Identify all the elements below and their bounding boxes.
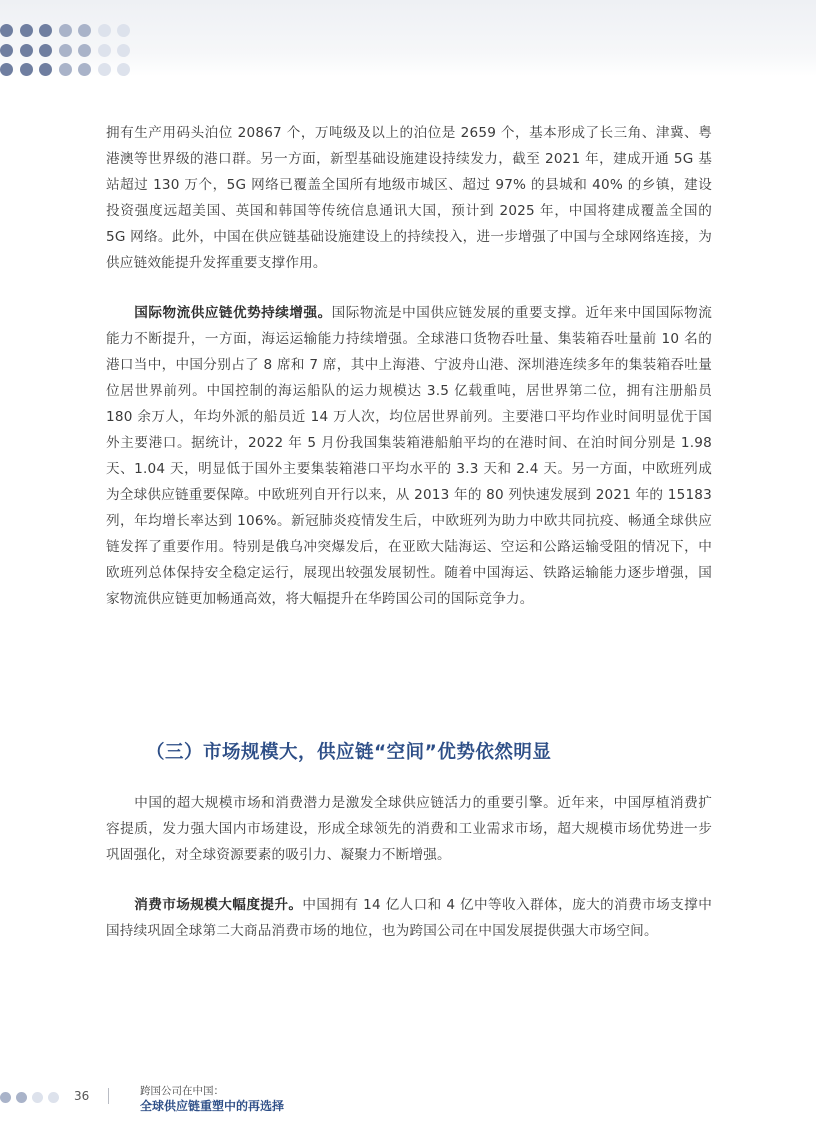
paragraph-logistics <box>106 300 712 612</box>
decor-dot <box>39 44 52 57</box>
decor-dot <box>117 44 130 57</box>
decor-dot <box>59 63 72 76</box>
paragraph-lead: 国际物流供应链优势持续增强。 <box>134 305 332 321</box>
decor-dot <box>98 44 111 57</box>
paragraph-text: 国际物流是中国供应链发展的重要支撑。近年来中国国际物流能力不断提升，一方面，海运运输能力持续增强。全球港口货物吞吐量、集装箱吞吐量前 10 名的港口当中，中国分别占了 8 席和 7 席，其中上海港、宁波舟山港、深圳港连续多年的集装箱吞吐量位居世界前列。中国控制的海运船队的运力规模达 3.5 亿载重吨，居世界第二位，拥有注册船员 180 余万人，年均外派的船员近 14 万人次，均位居世界前列。主要港口平均作业时间明显优于国外主要港口。据统计，2022 年 5 月份我国集装箱港船舶平均的在港时间、在泊时间分别是 1.98 天、1.04 天，明显低于国外主要集装箱港口平均水平的 3.3 天和 2.4 天。另一方面，中欧班列成为全球供应链重要保障。中欧班列自开行以来，从 2013 年的 80 列快速发展到 2021 年的 15183 列，年均增长率达到 106%。新冠肺炎疫情发生后，中欧班列为助力中欧共同抗疫、畅通全球供应链发挥了重要作用。特别是俄乌冲突爆发后，在亚欧大陆海运、空运和公路运输受阻的情况下，中欧班列总体保持安全稳定运行，展现出较强发展韧性。随着中国海运、铁路运输能力逐步增强，国家物流供应链更加畅通高效，将大幅提升在华跨国公司的国际竞争力。 <box>106 305 712 607</box>
decor-dot <box>20 44 33 57</box>
decor-dot <box>78 44 91 57</box>
section-title: （三）市场规模大，供应链“空间”优势依然明显 <box>146 742 552 763</box>
decor-dot <box>20 24 33 37</box>
decor-dot <box>0 24 13 37</box>
decor-dot <box>48 1092 59 1103</box>
decor-dot <box>98 63 111 76</box>
decor-dot <box>59 24 72 37</box>
decor-dot <box>0 1092 11 1103</box>
decor-dot <box>16 1092 27 1103</box>
body-top <box>106 120 712 636</box>
paragraph-text: 拥有生产用码头泊位 20867 个，万吨级及以上的泊位是 2659 个，基本形成了长三角、津冀、粤港澳等世界级的港口群。另一方面，新型基础设施建设持续发力，截至 2021 年，建成开通 5G 基站超过 130 万个，5G 网络已覆盖全国所有地级市城区、超过 97% 的县城和 40% 的乡镇，建设投资强度远超美国、英国和韩国等传统信息通讯大国，预计到 2025 年，中国将建成覆盖全国的 5G 网络。此外，中国在供应链基础设施建设上的持续投入，进一步增强了中国与全球网络连接，为供应链效能提升发挥重要支撑作用。 <box>106 125 712 271</box>
decor-dot <box>20 63 33 76</box>
decor-dot <box>39 63 52 76</box>
body-bottom <box>106 790 712 968</box>
decor-dot <box>117 63 130 76</box>
footer-divider <box>108 1088 109 1104</box>
paragraph-lead: 消费市场规模大幅度提升。 <box>134 897 303 913</box>
decor-dot <box>59 44 72 57</box>
decor-dot <box>78 24 91 37</box>
decor-dot <box>0 63 13 76</box>
paragraph-text: 中国拥有 14 亿人口和 4 亿中等收入群体，庞大的消费市场支撑中国持续巩固全球第二大商品消费市场的地位，也为跨国公司在中国发展提供强大市场空间。 <box>106 897 712 939</box>
book-title-line2: 全球供应链重塑中的再选择 <box>140 1099 285 1113</box>
decor-dot <box>78 63 91 76</box>
decor-dot <box>32 1092 43 1103</box>
page-footer <box>0 1082 816 1122</box>
paragraph-infrastructure <box>106 120 712 276</box>
decor-dot <box>0 44 13 57</box>
paragraph-market <box>106 790 712 868</box>
book-title-line1: 跨国公司在中国： <box>140 1085 224 1097</box>
paragraph-consumption <box>106 892 712 944</box>
decor-dot <box>117 24 130 37</box>
decor-dot <box>98 24 111 37</box>
paragraph-text: 中国的超大规模市场和消费潜力是激发全球供应链活力的重要引擎。近年来，中国厚植消费扩容提质，发力强大国内市场建设，形成全球领先的消费和工业需求市场，超大规模市场优势进一步巩固强化，对全球资源要素的吸引力、凝聚力不断增强。 <box>106 795 712 863</box>
page-number: 36 <box>74 1089 90 1103</box>
decor-dot <box>39 24 52 37</box>
